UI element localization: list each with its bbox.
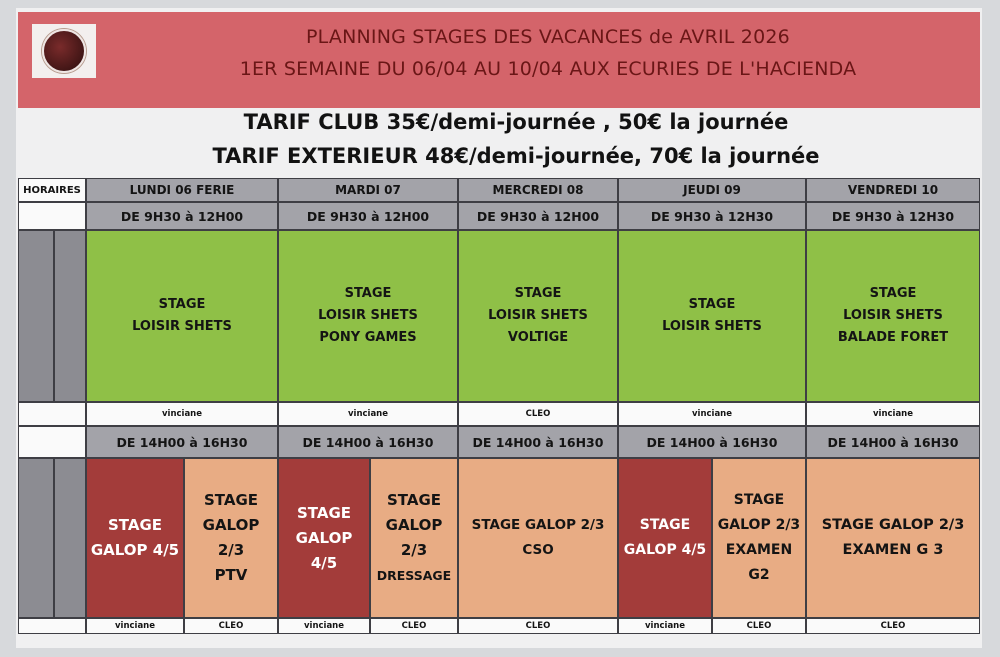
activity-morning-mardi: STAGE LOISIR SHETS PONY GAMES — [278, 230, 458, 402]
side-block — [54, 230, 86, 402]
activity-morning-vendredi: STAGE LOISIR SHETS BALADE FORET — [806, 230, 980, 402]
activity-afternoon-vendredi: STAGE GALOP 2/3 EXAMEN G 3 — [806, 458, 980, 618]
morning-time-mercredi: DE 9H30 à 12H00 — [458, 202, 618, 230]
day-header-jeudi: JEUDI 09 — [618, 178, 806, 202]
activity-afternoon-jeudi-b: STAGE GALOP 2/3 EXAMEN G2 — [712, 458, 806, 618]
activity-afternoon-lundi-b: STAGE GALOP 2/3 PTV — [184, 458, 278, 618]
side-block — [18, 230, 54, 402]
afternoon-time-vendredi: DE 14H00 à 16H30 — [806, 426, 980, 458]
afternoon-time-jeudi: DE 14H00 à 16H30 — [618, 426, 806, 458]
instructor-morning-mardi: vinciane — [278, 402, 458, 426]
horaires-header: HORAIRES — [18, 178, 86, 202]
page-subtitle: 1ER SEMAINE DU 06/04 AU 10/04 AUX ECURIES DE L'HACIENDA — [239, 58, 857, 80]
activity-afternoon-mercredi: STAGE GALOP 2/3 CSO — [458, 458, 618, 618]
side-block — [18, 458, 54, 618]
instructor-afternoon-jeudi-a: vinciane — [618, 618, 712, 634]
tarif-exterieur: TARIF EXTERIEUR 48€/demi-journée, 70€ la journée — [212, 144, 820, 168]
afternoon-time-lundi: DE 14H00 à 16H30 — [86, 426, 278, 458]
header-banner — [18, 12, 980, 108]
morning-time-lundi: DE 9H30 à 12H00 — [86, 202, 278, 230]
schedule-table — [18, 178, 980, 634]
instructor-afternoon-lundi-a: vinciane — [86, 618, 184, 634]
activity-afternoon-mardi-b: STAGE GALOP 2/3 DRESSAGE — [370, 458, 458, 618]
day-header-mardi: MARDI 07 — [278, 178, 458, 202]
blank-cell — [18, 402, 86, 426]
morning-time-vendredi: DE 9H30 à 12H30 — [806, 202, 980, 230]
blank-cell — [18, 618, 86, 634]
activity-morning-mercredi: STAGE LOISIR SHETS VOLTIGE — [458, 230, 618, 402]
afternoon-time-mercredi: DE 14H00 à 16H30 — [458, 426, 618, 458]
tarif-club: TARIF CLUB 35€/demi-journée , 50€ la journée — [243, 110, 789, 134]
instructor-morning-jeudi: vinciane — [618, 402, 806, 426]
morning-time-mardi: DE 9H30 à 12H00 — [278, 202, 458, 230]
instructor-morning-lundi: vinciane — [86, 402, 278, 426]
instructor-afternoon-lundi-b: CLEO — [184, 618, 278, 634]
instructor-afternoon-jeudi-b: CLEO — [712, 618, 806, 634]
activity-afternoon-mardi-a: STAGE GALOP 4/5 — [278, 458, 370, 618]
horaires-blank — [18, 202, 86, 230]
logo — [32, 24, 96, 78]
side-block — [54, 458, 86, 618]
morning-time-jeudi: DE 9H30 à 12H30 — [618, 202, 806, 230]
instructor-afternoon-mardi-a: vinciane — [278, 618, 370, 634]
page-title: PLANNING STAGES DES VACANCES de AVRIL 2026 — [306, 26, 790, 48]
day-header-lundi: LUNDI 06 FERIE — [86, 178, 278, 202]
afternoon-time-mardi: DE 14H00 à 16H30 — [278, 426, 458, 458]
day-header-vendredi: VENDREDI 10 — [806, 178, 980, 202]
instructor-afternoon-vendredi: CLEO — [806, 618, 980, 634]
day-header-mercredi: MERCREDI 08 — [458, 178, 618, 202]
activity-afternoon-lundi-a: STAGE GALOP 4/5 — [86, 458, 184, 618]
activity-morning-lundi: STAGE LOISIR SHETS — [86, 230, 278, 402]
activity-afternoon-jeudi-a: STAGE GALOP 4/5 — [618, 458, 712, 618]
instructor-morning-vendredi: vinciane — [806, 402, 980, 426]
instructor-morning-mercredi: CLEO — [458, 402, 618, 426]
horse-logo-icon — [42, 29, 86, 73]
activity-morning-jeudi: STAGE LOISIR SHETS — [618, 230, 806, 402]
instructor-afternoon-mercredi: CLEO — [458, 618, 618, 634]
blank-cell — [18, 426, 86, 458]
instructor-afternoon-mardi-b: CLEO — [370, 618, 458, 634]
